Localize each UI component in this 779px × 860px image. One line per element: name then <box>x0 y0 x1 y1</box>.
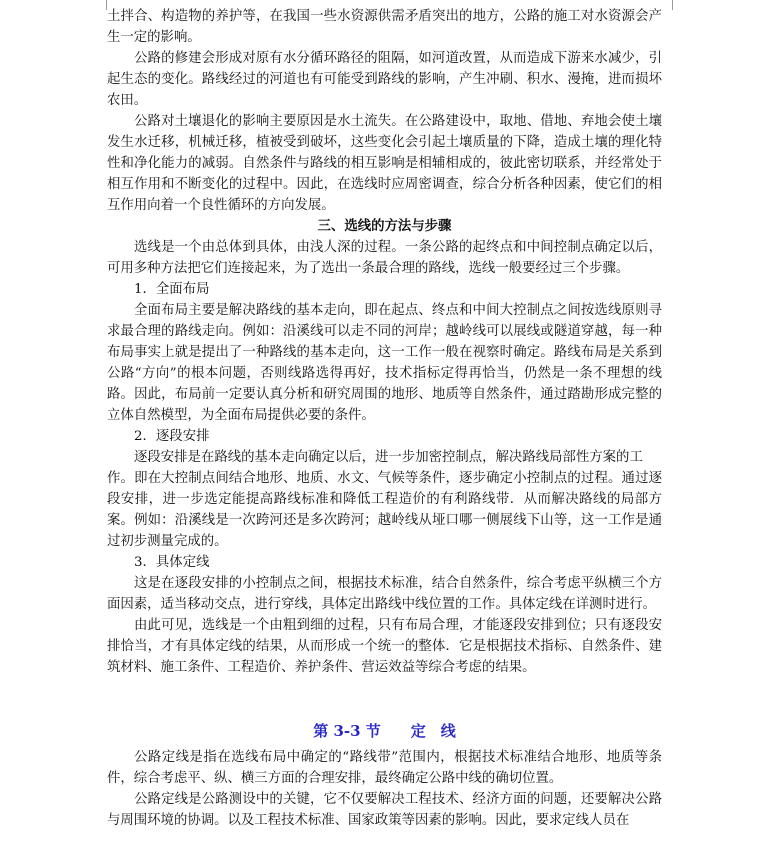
page-body <box>107 6 662 831</box>
paragraph: 作。即在大控制点间结合地形、地质、水文、气候等条件，逐步确定小控制点的过程。通过逐段安排，进一步选定能提高路线标准和降低工程造价的有利路线带．从而解决路线的局部方案。例如：沿溪线是一次跨河还是多次跨河；越岭线从垭口哪一侧展线下山等，这一工作是通过初步测量完成的。 <box>107 471 662 549</box>
paragraph: 公路定线是指在选线布局中确定的“路线带”范围内，根据技术标准结合地形、地质等条件，综合考虑平、纵、横三方面的合理安排，最终确定公路中线的确切位置。 <box>107 750 662 786</box>
paragraph: 由此可见，选线是一个由粗到细的过程，只有布局合理，才能逐段安排到位；只有逐段安排恰当，才有具体定线的结果，从而形成一个统一的整体．它是根据技术指标、自然条件、建筑材料、施工条件、工程造价、养护条件、营运效益等综合考虑的结果。 <box>107 618 662 675</box>
list-heading-1: 1．全面布局 <box>134 282 210 297</box>
paragraph: 全面布局主要是解决路线的基本走向，即在起点、终点和中间大控制点之间按选线原则寻求最合理的路线走向。例如：沿溪线可以走不同的河岸；越岭线可以展线或隧道穿越，每一种布局事实上就是提出了一种路线的基本走向，这一工作一般在视察时确定。路线布局是关系到公路“方向”的根本问题，否则线路选得再好，技术指标定得再恰当，仍然是一条不理想的线路。因此，布局前一定要认真分析和研究周围的地形、地质等自然条件，通过踏勘形成完整的立体自然模型，为全面布局提供必要的条件。 <box>107 303 662 423</box>
paragraph: 选线是一个由总体到具体，由浅人深的过程。一条公路的起终点和中间控制点确定以后，可用多种方法把它们连接起来，为了选出一条最合理的路线，选线一般要经过三个步骤。 <box>107 240 662 276</box>
section-title <box>107 720 662 742</box>
margin-mark-right <box>672 0 683 10</box>
paragraph: 公路对土壤退化的影响主要原因是水土流失。在公路建设中，取地、借地、弃地会使土壤发生水迁移，机械迁移，植被受到破坏，这些变化会引起土壤质量的下降，造成土壤的理化特性和净化能力的减弱。自然条件与路线的相互影响是相辅相成的，彼此密切联系，并经常处于相互作用和不断变化的过程中。因此，在选线时应周密调查，综合分析各种因素，使它们的相互作用向着一个良性循环的方向发展。 <box>107 114 662 213</box>
list-heading-3: 3．具体定线 <box>134 555 210 570</box>
margin-mark-left <box>96 0 107 10</box>
paragraph: 土拌合、构造物的养护等，在我国一些水资源供需矛盾突出的地方，公路的施工对水资源会产生一定的影响。 <box>107 9 662 45</box>
paragraph: 公路定线是公路测设中的关键，它不仅要解决工程技术、经济方面的问题，还要解决公路与周围环境的协调。以及工程技术标准、国家政策等因素的影响。因此，要求定线人员在 <box>107 792 662 828</box>
paragraph: 这是在逐段安排的小控制点之间，根据技术标准，结合自然条件，综合考虑平纵横三个方面因素，适当移动交点，进行穿线，具体定出路线中线位置的工作。具体定线在详测时进行。 <box>107 576 662 612</box>
paragraph: 公路的修建会形成对原有水分循环路径的阻隔，如河道改置，从而造成下游来水减少，引起生态的变化。路线经过的河道也有可能受到路线的影响，产生冲刷、积水、漫掩，进而损坏农田。 <box>107 51 662 108</box>
section-number: 第 3-3 节 <box>313 722 381 740</box>
list-heading-2: 2．逐段安排 <box>134 429 210 444</box>
section-spacer <box>107 678 662 720</box>
section-name: 定 线 <box>410 722 456 740</box>
heading-method-steps: 三、选线的方法与步骤 <box>317 218 452 234</box>
paragraph: 逐段安排是在路线的基本走向确定以后，进一步加密控制点，解决路线局部性方案的工 <box>134 450 643 465</box>
